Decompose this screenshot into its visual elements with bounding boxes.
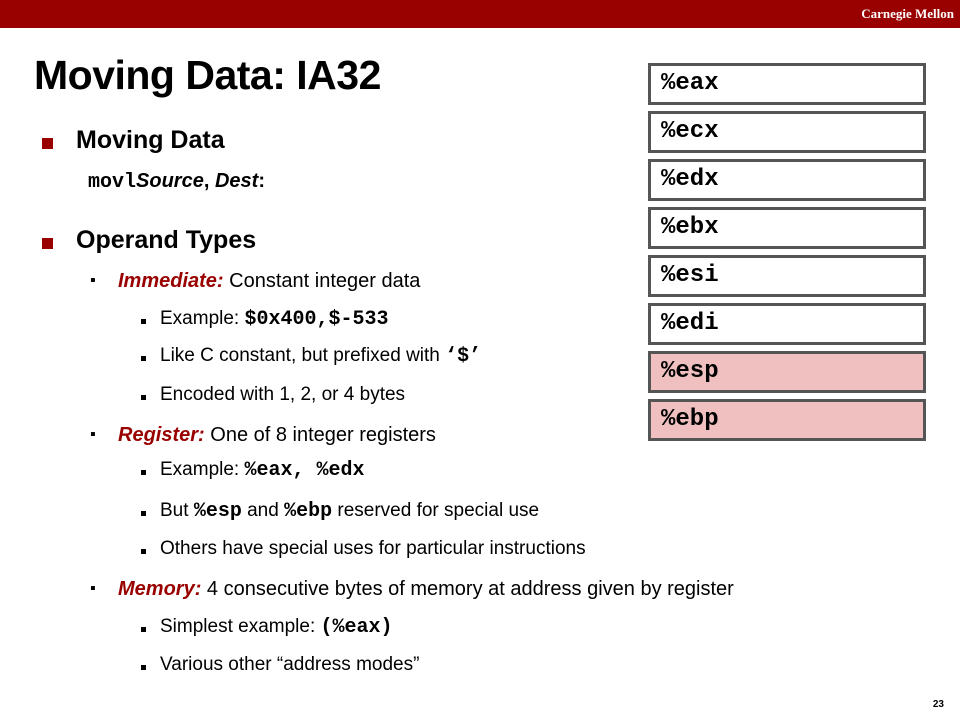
register-box-edx: %edx bbox=[648, 159, 926, 201]
register-box-ecx: %ecx bbox=[648, 111, 926, 153]
immediate-example-prefix: Example: bbox=[160, 308, 245, 329]
register-ebp-code: %ebp bbox=[284, 500, 333, 523]
memory-line bbox=[118, 578, 734, 601]
bullet-dot-icon bbox=[141, 627, 146, 632]
bullet-dot-icon bbox=[141, 549, 146, 554]
register-esp-code: %esp bbox=[193, 500, 242, 523]
slide-title: Moving Data: IA32 bbox=[34, 52, 381, 98]
memory-term: Memory: bbox=[118, 578, 202, 600]
comma-label: , bbox=[203, 170, 215, 192]
register-but-prefix: But bbox=[160, 500, 194, 521]
register-example-code: %eax, %edx bbox=[244, 459, 365, 482]
register-but-suffix: reserved for special use bbox=[332, 500, 540, 521]
register-box-edi: %edi bbox=[648, 303, 926, 345]
bullet-sub-icon: ▪ bbox=[90, 426, 96, 443]
register-box-ebp: %ebp bbox=[648, 399, 926, 441]
register-example bbox=[160, 459, 365, 482]
brand-label: Carnegie Mellon bbox=[861, 6, 954, 21]
register-box-eax: %eax bbox=[648, 63, 926, 105]
heading-moving-data: Moving Data bbox=[76, 126, 225, 154]
immediate-like-code: ‘$’ bbox=[445, 345, 482, 368]
memory-desc: 4 consecutive bytes of memory at address given by register bbox=[201, 578, 734, 600]
colon-label: : bbox=[258, 170, 265, 192]
memory-various: Various other “address modes” bbox=[160, 654, 420, 675]
immediate-example-code: $0x400,$-533 bbox=[244, 308, 389, 331]
register-reserved bbox=[160, 500, 539, 523]
bullet-dot-icon bbox=[141, 395, 146, 400]
page-number: 23 bbox=[932, 699, 944, 710]
movl-code: movl bbox=[88, 171, 137, 194]
bullet-dot-icon bbox=[141, 470, 146, 475]
heading-operand-types: Operand Types bbox=[76, 226, 257, 254]
bullet-square-icon bbox=[42, 138, 53, 149]
memory-simplest-prefix: Simplest example: bbox=[160, 616, 321, 637]
register-desc: One of 8 integer registers bbox=[204, 424, 436, 446]
bullet-dot-icon bbox=[141, 665, 146, 670]
register-line bbox=[118, 424, 436, 447]
memory-simplest-code: (%eax) bbox=[320, 616, 393, 639]
bullet-sub-icon: ▪ bbox=[90, 580, 96, 597]
immediate-line bbox=[118, 270, 420, 293]
immediate-like bbox=[160, 345, 481, 368]
immediate-desc: Constant integer data bbox=[223, 270, 421, 292]
register-and: and bbox=[241, 500, 285, 521]
immediate-like-text: Like C constant, but prefixed with bbox=[160, 345, 446, 366]
immediate-example bbox=[160, 308, 389, 331]
immediate-encoded: Encoded with 1, 2, or 4 bytes bbox=[160, 384, 406, 405]
dest-label: Dest bbox=[214, 170, 259, 192]
register-others: Others have special uses for particular instructions bbox=[160, 538, 586, 559]
memory-simplest bbox=[160, 616, 393, 639]
bullet-square-icon bbox=[42, 238, 53, 249]
register-term: Register: bbox=[118, 424, 205, 446]
register-box-ebx: %ebx bbox=[648, 207, 926, 249]
bullet-sub-icon: ▪ bbox=[90, 272, 96, 289]
bullet-dot-icon bbox=[141, 356, 146, 361]
header-bar bbox=[0, 0, 960, 28]
register-box-esp: %esp bbox=[648, 351, 926, 393]
bullet-dot-icon bbox=[141, 319, 146, 324]
immediate-term: Immediate: bbox=[118, 270, 224, 292]
register-box-esi: %esi bbox=[648, 255, 926, 297]
source-label: Source bbox=[136, 170, 204, 192]
register-example-prefix: Example: bbox=[160, 459, 245, 480]
movl-syntax bbox=[88, 170, 265, 194]
bullet-dot-icon bbox=[141, 511, 146, 516]
